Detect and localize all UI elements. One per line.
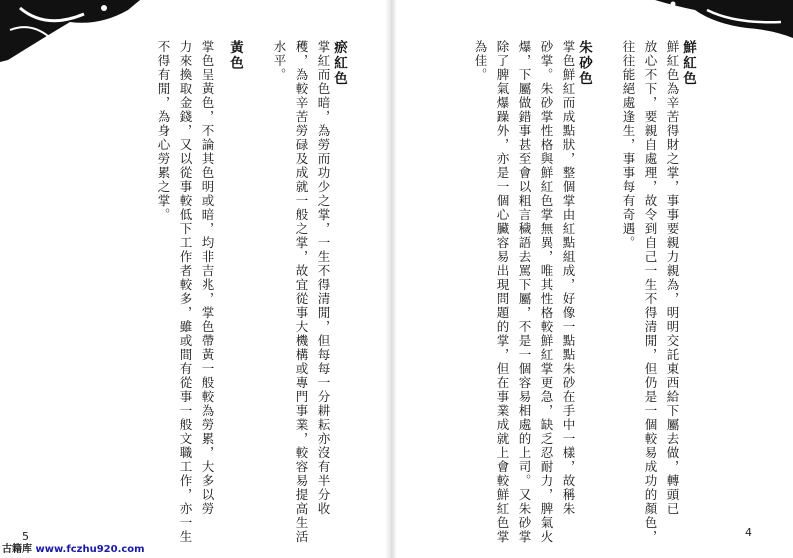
yellow-line-1: 掌色呈黃色，不論其色明或暗，均非吉兆，掌色帶黃一般較為勞累，大多以勞: [200, 40, 215, 516]
page-number-right: 4: [745, 526, 752, 539]
yellow-line-2: 力來換取金錢，又以從事較低下工作者較多，雖或間有從事一般文職工作，亦一生: [178, 40, 193, 544]
dark-red-line-2: 穫，為較辛苦勞碌及成就一般之掌，故宜從事大機構或專門事業，較容易提高生活: [294, 40, 309, 544]
heading-dark-red: 瘀紅色: [331, 40, 347, 87]
bright-red-line-3: 往往能絕處逢生，事事每有奇遇。: [621, 40, 636, 250]
footer-site-url: www.fczhu920.com: [35, 544, 145, 555]
corner-ornament-left: [0, 0, 140, 62]
dark-red-line-3: 水平。: [272, 40, 287, 82]
cinnabar-line-4: 除了脾氣爆躁外，亦是一個心臟容易出現問題的掌，但在事業成就上會較鮮紅色掌: [495, 40, 510, 544]
heading-cinnabar: 朱砂色: [576, 40, 592, 87]
footer-site-name: 古籍库: [2, 544, 32, 555]
cinnabar-line-1: 掌色鮮紅而成點狀，整個掌由紅點組成，好像一點點朱砂在手中一樣，故稱朱: [561, 40, 576, 516]
page-number-left: 5: [22, 530, 29, 543]
cinnabar-line-3: 爆，下屬做錯事甚至會以粗言穢語去罵下屬，不是一個容易相處的上司。又朱砂掌: [517, 40, 532, 544]
heading-bright-red: 鮮紅色: [680, 40, 696, 87]
heading-yellow: 黃色: [227, 40, 243, 71]
bright-red-line-1: 鮮紅色為辛苦得財之掌，事事要親力親為，明明交託東西給下屬去做，轉頭已: [665, 40, 680, 516]
yellow-line-3: 不得有閒，為身心勞累之掌。: [156, 40, 171, 222]
bright-red-line-2: 放心不下，要親自處理，故令到自己一生不得清閒，但仍是一個較易成功的顏色，: [643, 40, 658, 544]
footer-watermark: [2, 540, 145, 555]
corner-ornament-right: [655, 0, 793, 40]
book-spine: [385, 0, 397, 558]
cinnabar-line-5: 為佳。: [473, 40, 488, 82]
dark-red-line-1: 掌紅而色暗，為勞而功少之掌，一生不得清閒，但每每一分耕耘亦沒有半分收: [316, 40, 331, 516]
cinnabar-line-2: 砂掌。朱砂掌性格與鮮紅色掌無異，唯其性格較鮮紅掌更急，缺乏忍耐力，脾氣火: [539, 40, 554, 544]
